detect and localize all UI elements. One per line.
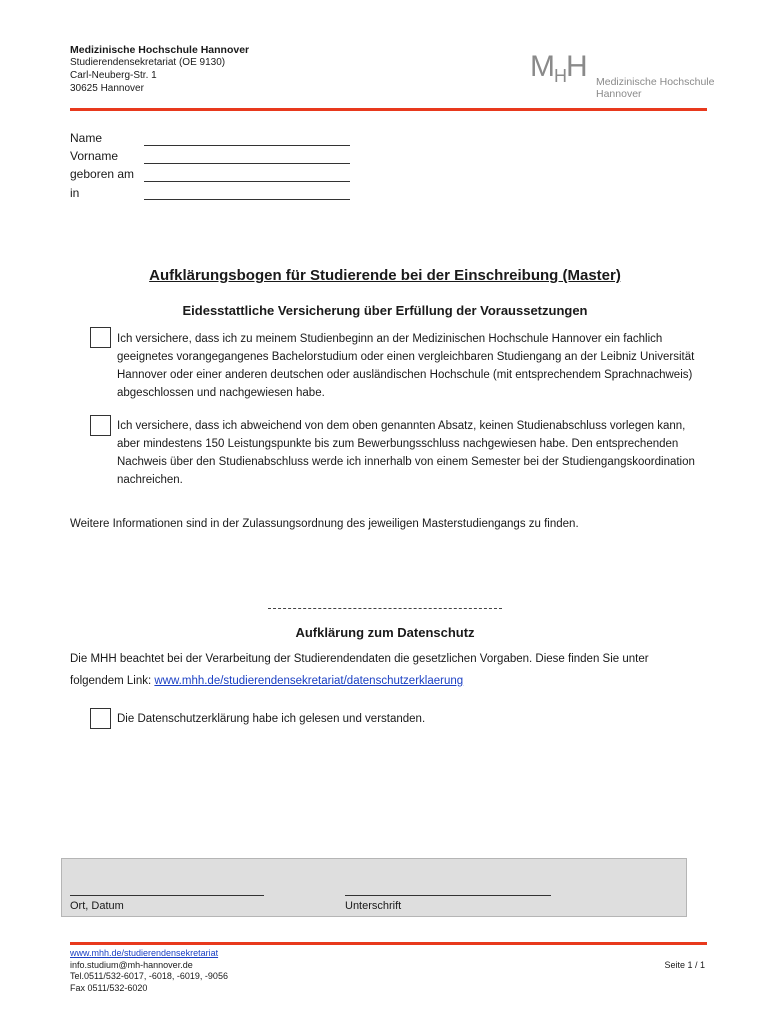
org-name: Medizinische Hochschule Hannover [70, 44, 250, 56]
place-date-field[interactable] [70, 895, 264, 896]
signature-field[interactable] [345, 895, 551, 896]
section-separator [268, 608, 502, 609]
footer-divider [70, 942, 707, 945]
option2-checkbox[interactable] [90, 415, 111, 436]
privacy-text: Die MHH beachtet bei der Verarbeitung der Studierendendaten die gesetzlichen Vorgaben. Diese finden Sie unter folgendem Link: www.mhh.de/studierendensekretariat/datenschutzerklaerung [70, 653, 649, 687]
header-divider [70, 108, 707, 111]
vorname-field[interactable] [144, 163, 350, 164]
street-line: Carl-Neuberg-Str. 1 [70, 70, 157, 81]
in-field[interactable] [144, 199, 350, 200]
privacy-consent-checkbox[interactable] [90, 708, 111, 729]
section-title-privacy: Aufklärung zum Datenschutz [295, 625, 475, 640]
signature-label: Unterschrift [345, 900, 402, 912]
section-title-declaration: Eidesstattliche Versicherung über Erfüllung der Voraussetzungen [182, 303, 588, 318]
mhh-logo-mark: $M_HH$ [530, 50, 587, 86]
page-number: Seite 1 / 1 [664, 960, 705, 970]
privacy-consent-text: Die Datenschutzerklärung habe ich gelesen und verstanden. [117, 713, 426, 725]
option1-text: Ich versichere, dass ich zu meinem Studienbeginn an der Medizinischen Hochschule Hannover ein fachlich geeignetes vorangegangenes Bachelorstudium oder einen vergleichbaren Studiengang an der Leibniz Universität Hannover oder einer anderen deutschen oder ausländischen Hochschule (mit entsprechendem Sprachnachweis) abgeschlossen und nachgewiesen habe. [117, 333, 695, 399]
name-label: Name [70, 131, 103, 145]
mhh-logo-text: Medizinische Hochschule Hannover [596, 76, 715, 100]
place-date-label: Ort, Datum [70, 900, 124, 912]
geboren-field[interactable] [144, 181, 350, 182]
city-line: 30625 Hannover [70, 83, 144, 94]
info-text: Weitere Informationen sind in der Zulassungsordnung des jeweiligen Masterstudiengangs zu finden. [70, 518, 579, 530]
footer-contact: www.mhh.de/studierendensekretariat info.studium@mh-hannover.de Tel.0511/532-6017, -6018, -6019, -9056 Fax 0511/532-6020 [70, 948, 228, 993]
page-title: Aufklärungsbogen für Studierende bei der Einschreibung (Master) [149, 267, 621, 284]
geboren-label: geboren am [70, 167, 135, 181]
in-label: in [70, 186, 80, 200]
footer-link[interactable]: www.mhh.de/studierendensekretariat [70, 948, 219, 958]
privacy-link[interactable]: www.mhh.de/studierendensekretariat/datenschutzerklaerung [154, 675, 464, 687]
option2-text: Ich versichere, dass ich abweichend von dem oben genannten Absatz, keinen Studienabschluss vorlegen kann, aber mindestens 150 Leistungspunkte bis zum Bewerbungsschluss nachgewiesen habe. Den entsprechenden Nachweis über den Studienabschluss werde ich innerhalb von einem Semester bei der Studiengangskoordination nachreichen. [117, 420, 695, 486]
dept-line: Studierendensekretariat (OE 9130) [70, 57, 226, 68]
signature-box [61, 858, 687, 917]
option1-checkbox[interactable] [90, 327, 111, 348]
name-field[interactable] [144, 145, 350, 146]
vorname-label: Vorname [70, 149, 119, 163]
